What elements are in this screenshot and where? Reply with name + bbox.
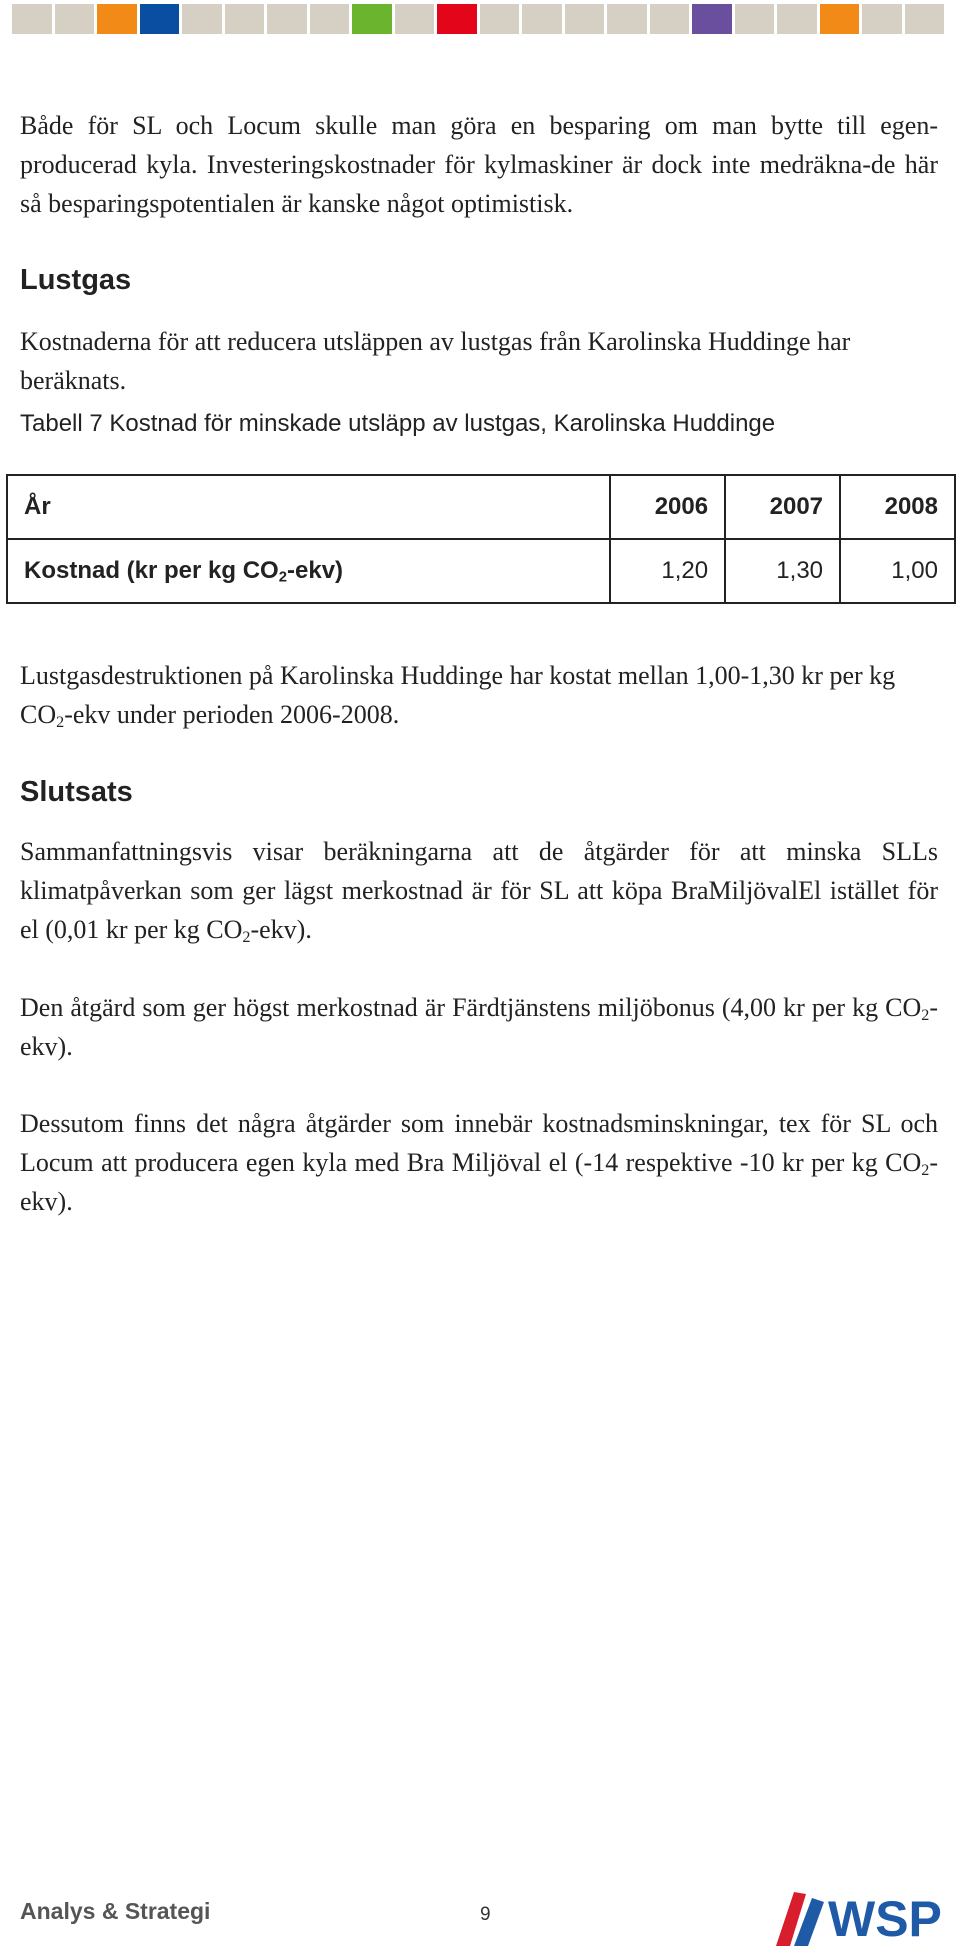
cost-table — [6, 474, 956, 604]
color-swatch — [522, 4, 562, 34]
color-swatch — [12, 4, 52, 34]
logo-wordmark: WSP — [828, 1891, 942, 1947]
wsp-logo — [772, 1880, 956, 1948]
lustgas-summary-paragraph: Lustgasdestruktionen på Karolinska Huddinge har kostat mellan 1,00-1,30 kr per kg $CO_2$-ekv under perioden 2006-2008. — [20, 661, 896, 732]
header-year-label: År — [7, 475, 610, 539]
color-swatch — [225, 4, 265, 34]
color-swatch — [862, 4, 902, 34]
color-swatch — [607, 4, 647, 34]
color-swatch — [820, 4, 860, 34]
color-swatch — [777, 4, 817, 34]
color-swatch — [650, 4, 690, 34]
color-swatch — [480, 4, 520, 34]
heading-lustgas: Lustgas — [20, 264, 132, 296]
cost-2007: 1,30 — [725, 539, 840, 603]
color-swatch — [310, 4, 350, 34]
color-swatch — [437, 4, 477, 34]
year-2008: 2008 — [840, 475, 955, 539]
year-2007: 2007 — [725, 475, 840, 539]
color-swatch — [692, 4, 732, 34]
slutsats-paragraph-3: Dessutom finns det några åtgärder som innebär kostnadsminskningar, tex för SL och Locum att producera egen kyla med Bra Miljöval el (-14 respektive -10 kr per kg $CO_2-ekv$). — [20, 1109, 938, 1216]
table-header-row — [7, 475, 955, 539]
color-swatch — [735, 4, 775, 34]
color-swatch — [97, 4, 137, 34]
color-swatch — [395, 4, 435, 34]
slutsats-paragraph-2: Den åtgärd som ger högst merkostnad är Färdtjänstens miljöbonus (4,00 kr per kg $CO_2-ekv$). — [20, 993, 938, 1061]
cost-2008: 1,00 — [840, 539, 955, 603]
heading-slutsats: Slutsats — [20, 776, 133, 808]
color-swatch — [352, 4, 392, 34]
page-number: 9 — [480, 1904, 491, 1925]
footer-section-title: Analys & Strategi — [20, 1898, 211, 1924]
color-swatch — [905, 4, 945, 34]
table-caption: Tabell 7 Kostnad för minskade utsläpp av lustgas, Karolinska Huddinge — [20, 410, 776, 437]
color-swatch — [140, 4, 180, 34]
color-swatch — [267, 4, 307, 34]
cost-2006: 1,20 — [610, 539, 725, 603]
color-swatch — [182, 4, 222, 34]
intro-paragraph: Både för SL och Locum skulle man göra en besparing om man bytte till egen-producerad kyla. Investeringskostnader för kylmaskiner är dock inte medräkna-de här så besparingspotentialen är kanske något optimistisk. — [20, 111, 938, 218]
slutsats-paragraph-1: Sammanfattningsvis visar beräkningarna att de åtgärder för att minska SLLs klimatpåverkan som ger lägst merkostnad är för SL att köpa BraMiljövalEl istället för el (0,01 kr per kg $CO_2-ekv$). — [20, 837, 938, 947]
color-swatch — [55, 4, 95, 34]
table-row — [7, 539, 955, 603]
cost-row-label: Kostnad (kr per kg $CO_2-ekv$) — [7, 539, 610, 603]
lustgas-paragraph: Kostnaderna för att reducera utsläppen av lustgas från Karolinska Huddinge har beräknats. — [20, 327, 851, 395]
year-2006: 2006 — [610, 475, 725, 539]
color-strip — [12, 4, 944, 34]
color-swatch — [565, 4, 605, 34]
